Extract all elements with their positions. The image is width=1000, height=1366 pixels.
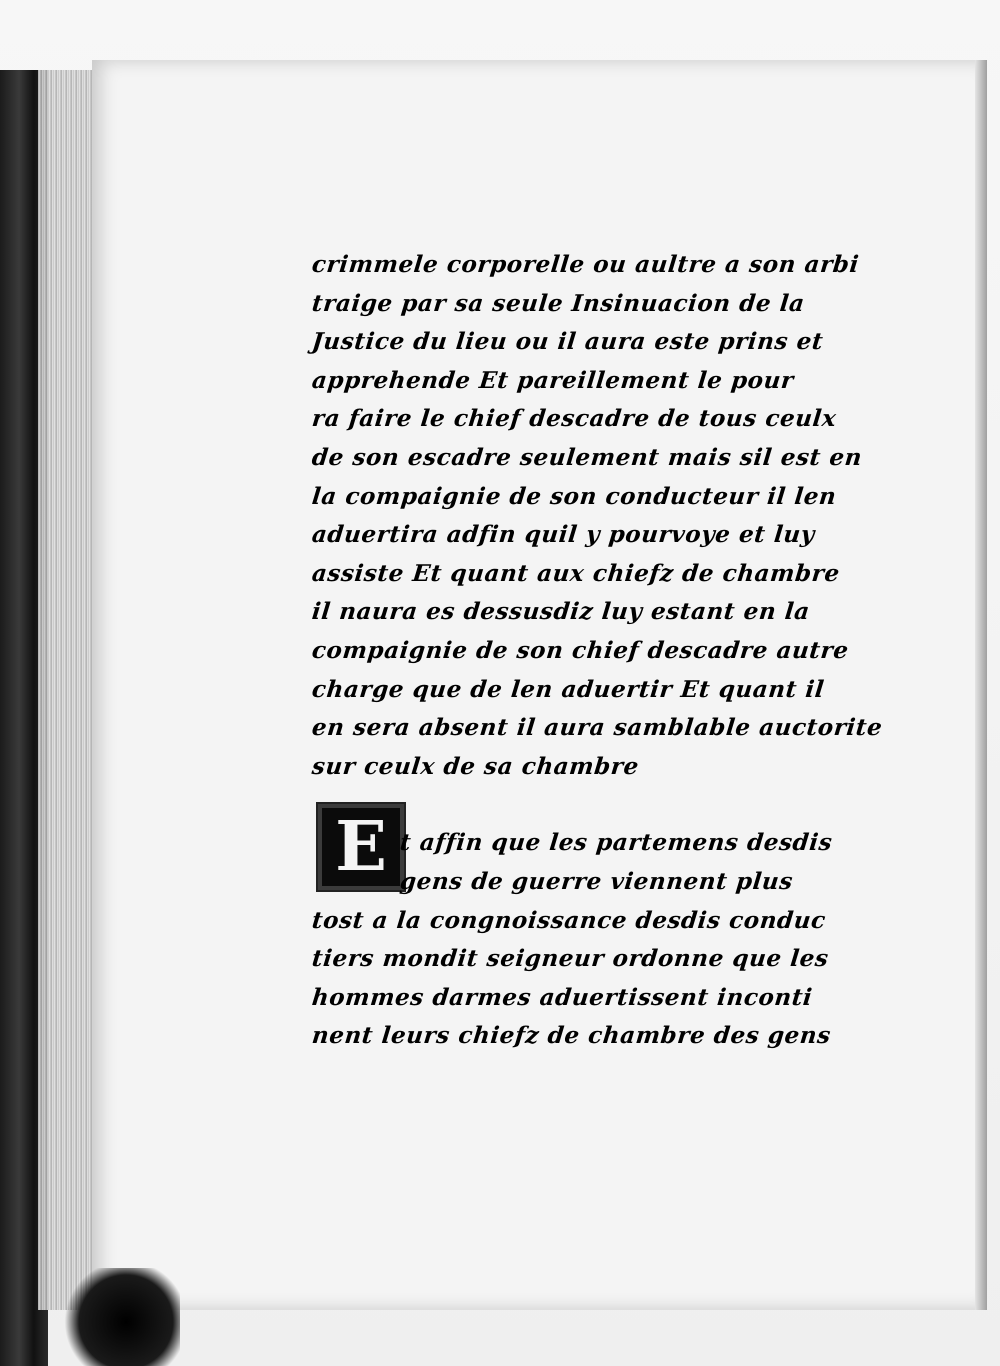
- text-line: crimmele corporelle ou aultre a son arbi: [310, 251, 861, 278]
- page-right-edge: [975, 60, 987, 1310]
- text-line: de son escadre seulement mais sil est en: [310, 443, 864, 471]
- text-line: t affin que les partemens desdis: [398, 829, 834, 857]
- illuminated-initial: E: [316, 802, 406, 892]
- text-line: charge que de len aduertir Et quant il: [310, 675, 826, 703]
- manuscript-text: [310, 246, 884, 1056]
- corner-stain: [60, 1268, 180, 1366]
- text-line: nent leurs chiefz de chambre des gens: [310, 1022, 833, 1050]
- text-line: en sera absent il aura samblable auctorite: [310, 714, 884, 742]
- text-line: assiste Et quant aux chiefz de chambre: [310, 559, 842, 587]
- text-line: gens de guerre viennent plus: [398, 867, 795, 895]
- text-line: tiers mondit seigneur ordonne que les: [310, 945, 830, 973]
- text-line: hommes darmes aduertissent inconti: [310, 983, 814, 1011]
- text-line: tost a la congnoissance desdis conduc: [310, 906, 828, 934]
- text-line: la compaignie de son conducteur il len: [310, 482, 838, 510]
- paragraph-gap: [312, 786, 852, 824]
- text-line: compaignie de son chief descadre autre: [310, 636, 851, 664]
- text-line: il naura es dessusdiz luy estant en la: [310, 598, 812, 626]
- page-edges: [38, 70, 98, 1310]
- text-line: apprehende Et pareillement le pour: [310, 366, 796, 394]
- text-line: traige par sa seule Insinuacion de la: [310, 289, 807, 317]
- text-line: Justice du lieu ou il aura este prins et: [310, 328, 825, 356]
- text-line: ra faire le chief descadre de tous ceulx: [310, 405, 838, 433]
- text-line: aduertira adfin quil y pourvoye et luy: [310, 521, 817, 549]
- text-line: sur ceulx de sa chambre: [310, 752, 641, 780]
